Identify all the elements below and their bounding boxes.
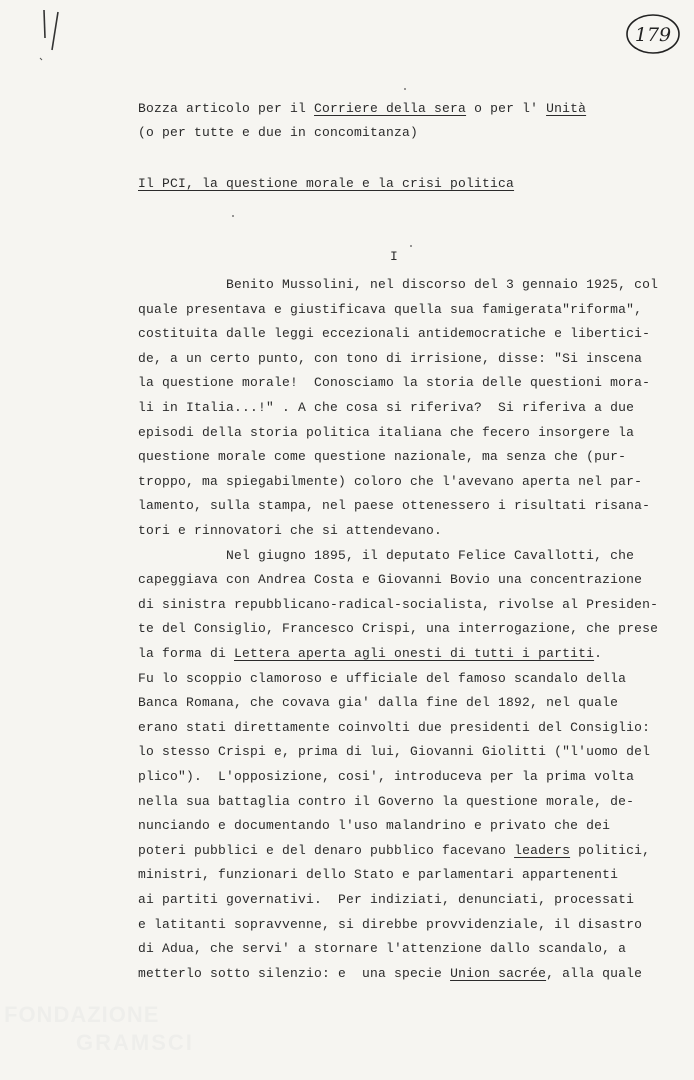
page-number-stamp (624, 12, 682, 56)
body-line: capeggiava con Andrea Costa e Giovanni Bovio una concentrazione (138, 572, 643, 588)
body-line: e latitanti sopravvenne, si direbbe provvidenziale, il disastro (138, 916, 643, 932)
paper-speck (410, 245, 412, 247)
body-line: ministri, funzionari dello Stato e parlamentari appartenenti (138, 867, 619, 883)
article-title: Il PCI, la questione morale e la crisi politica (138, 176, 515, 191)
line-union-sacree: metterlo sotto silenzio: e una specie Union sacrée, alla quale (138, 965, 643, 981)
body-line: questione morale come questione nazionale, ma senza che (pur- (138, 449, 627, 465)
body-line: quale presentava e giustificava quella sua famigerata"riforma", (138, 301, 643, 317)
newspaper-unita: Unità (546, 101, 587, 116)
newspaper-corriere: Corriere della sera (314, 101, 467, 116)
fondazione-gramsci-watermark: FONDAZIONE GRAMSCI (4, 1002, 194, 1055)
body-line: Fu lo scoppio clamoroso e ufficiale del famoso scandalo della (138, 670, 627, 686)
header-line-2: (o per tutte e due in concomitanza) (138, 125, 419, 140)
paper-speck (232, 215, 234, 217)
body-line: la questione morale! Conosciamo la storia delle questioni mora- (138, 375, 651, 391)
body-line: costituita dalle leggi eccezionali antidemocratiche e libertici- (138, 326, 651, 342)
body-line: Banca Romana, che covava gia' dalla fine del 1892, nel quale (138, 695, 619, 711)
leaders-word: leaders (514, 842, 571, 858)
body-line: di Adua, che servi' a stornare l'attenzione dallo scandalo, a (138, 941, 627, 957)
line-nunciando: nunciando e documentando l'uso malandrino e privato che dei (138, 818, 611, 834)
body-line: te del Consiglio, Francesco Crispi, una interrogazione, che prese (138, 621, 659, 637)
body-line: lo stesso Crispi e, prima di lui, Giovanni Giolitti ("l'uomo del (138, 744, 651, 760)
body-line: de, a un certo punto, con tono di irrisione, disse: "Si inscena (138, 350, 643, 366)
body-line: ai partiti governativi. Per indiziati, denunciati, processati (138, 892, 635, 907)
body-line: di sinistra repubblicano-radical-socialista, rivolse al Presiden- (138, 596, 659, 612)
body-line: nella sua battaglia contro il Governo la questione morale, de- (138, 793, 635, 809)
body-line: lamento, sulla stampa, nel paese ottenessero i risultati risana- (138, 498, 651, 514)
union-sacree-term: Union sacrée (450, 965, 547, 981)
line-leaders: poteri pubblici e del denaro pubblico facevano leaders politici, (138, 842, 651, 858)
header-line-1: Bozza articolo per il Corriere della sera o per l' Unità (138, 101, 587, 116)
paper-speck (404, 88, 406, 90)
body-line: troppo, ma spiegabilmente) coloro che l'avevano aperta nel par- (138, 473, 643, 489)
lettera-aperta-title: Lettera aperta agli onesti di tutti i partiti (234, 646, 595, 661)
body-line: episodi della storia politica italiana che fecero insorgere la (138, 424, 635, 440)
handwritten-corner-mark (28, 4, 68, 64)
body-line: Nel giugno 1895, il deputato Felice Cavallotti, che (138, 547, 635, 563)
page-number: 179 (634, 24, 672, 46)
body-line: plico"). L'opposizione, cosi', introduceva per la prima volta (138, 769, 635, 784)
body-line: tori e rinnovatori che si attendevano. (138, 523, 443, 538)
body-line: Benito Mussolini, nel discorso del 3 gennaio 1925, col (138, 277, 659, 292)
body-line: erano stati direttamente coinvolti due presidenti del Consiglio: (138, 719, 651, 735)
line-lettera-aperta: la forma di Lettera aperta agli onesti di tutti i partiti. (138, 646, 603, 661)
section-numeral: I (390, 249, 399, 264)
body-line: li in Italia...!" . A che cosa si riferiva? Si riferiva a due (138, 400, 635, 415)
